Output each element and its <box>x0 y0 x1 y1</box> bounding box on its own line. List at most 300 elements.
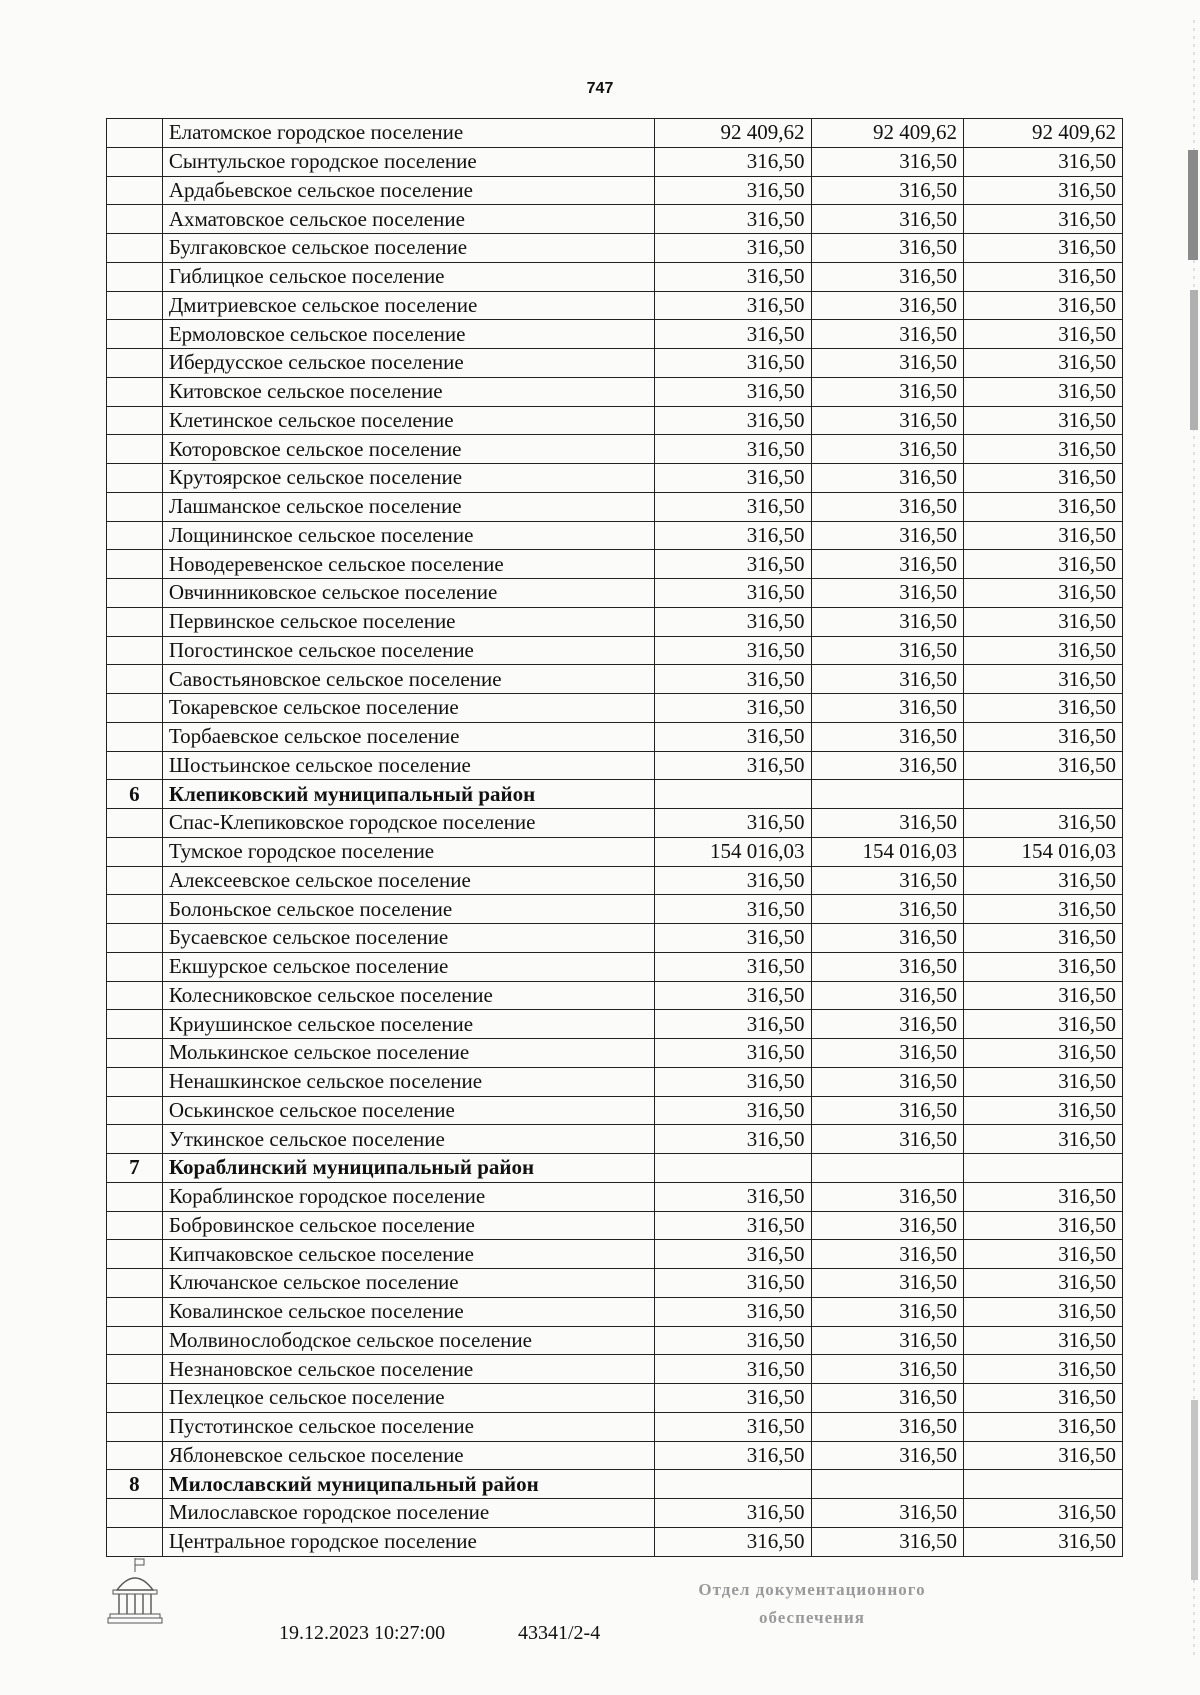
settlement-row <box>107 579 1123 608</box>
value-2026-cell: 316,50 <box>964 1355 1123 1384</box>
value-2026-cell: 316,50 <box>964 636 1123 665</box>
row-number-cell <box>107 837 163 866</box>
settlement-row <box>107 866 1123 895</box>
value-2026-cell: 316,50 <box>964 320 1123 349</box>
row-number-cell <box>107 1211 163 1240</box>
value-2025-cell: 316,50 <box>811 1297 964 1326</box>
row-number-cell <box>107 492 163 521</box>
value-2024-cell: 316,50 <box>654 1211 811 1240</box>
value-2024-cell: 316,50 <box>654 377 811 406</box>
value-2024-cell: 316,50 <box>654 176 811 205</box>
settlement-name-cell: Первинское сельское поселение <box>162 607 654 636</box>
value-2026-cell: 316,50 <box>964 1499 1123 1528</box>
value-2024-cell: 316,50 <box>654 751 811 780</box>
value-2026-cell: 316,50 <box>964 1326 1123 1355</box>
value-2025-cell: 316,50 <box>811 1499 964 1528</box>
value-2024-cell <box>654 780 811 809</box>
row-number-cell <box>107 981 163 1010</box>
value-2026-cell: 316,50 <box>964 262 1123 291</box>
value-2024-cell: 316,50 <box>654 435 811 464</box>
settlement-name-cell: Болоньское сельское поселение <box>162 895 654 924</box>
value-2026-cell: 316,50 <box>964 722 1123 751</box>
row-number-cell: 6 <box>107 780 163 809</box>
value-2025-cell: 316,50 <box>811 607 964 636</box>
settlement-row <box>107 464 1123 493</box>
value-2024-cell: 316,50 <box>654 694 811 723</box>
value-2024-cell: 316,50 <box>654 406 811 435</box>
settlement-row <box>107 550 1123 579</box>
value-2026-cell: 316,50 <box>964 579 1123 608</box>
value-2024-cell: 316,50 <box>654 291 811 320</box>
department-stamp <box>662 1576 962 1632</box>
value-2026-cell: 316,50 <box>964 1412 1123 1441</box>
value-2024-cell: 316,50 <box>654 952 811 981</box>
value-2024-cell: 316,50 <box>654 521 811 550</box>
row-number-cell <box>107 291 163 320</box>
value-2025-cell: 316,50 <box>811 1096 964 1125</box>
value-2026-cell: 316,50 <box>964 205 1123 234</box>
row-number-cell <box>107 349 163 378</box>
value-2025-cell: 316,50 <box>811 1355 964 1384</box>
row-number-cell <box>107 751 163 780</box>
value-2024-cell: 316,50 <box>654 1125 811 1154</box>
settlement-name-cell: Шостьинское сельское поселение <box>162 751 654 780</box>
value-2024-cell: 316,50 <box>654 262 811 291</box>
settlement-row <box>107 406 1123 435</box>
value-2025-cell: 316,50 <box>811 751 964 780</box>
row-number-cell <box>107 1125 163 1154</box>
value-2026-cell <box>964 1470 1123 1499</box>
settlement-name-cell: Тумское городское поселение <box>162 837 654 866</box>
row-number-cell <box>107 694 163 723</box>
value-2025-cell: 316,50 <box>811 952 964 981</box>
settlement-row <box>107 119 1123 148</box>
value-2024-cell: 316,50 <box>654 1010 811 1039</box>
value-2024-cell: 316,50 <box>654 550 811 579</box>
settlement-name-cell: Ключанское сельское поселение <box>162 1269 654 1298</box>
settlement-name-cell: Пустотинское сельское поселение <box>162 1412 654 1441</box>
settlement-name-cell: Ненашкинское сельское поселение <box>162 1067 654 1096</box>
value-2024-cell: 316,50 <box>654 1355 811 1384</box>
value-2025-cell: 316,50 <box>811 377 964 406</box>
settlement-row <box>107 176 1123 205</box>
settlement-name-cell: Торбаевское сельское поселение <box>162 722 654 751</box>
value-2025-cell: 316,50 <box>811 262 964 291</box>
value-2025-cell: 316,50 <box>811 291 964 320</box>
row-number-cell <box>107 809 163 838</box>
settlement-name-cell: Алексеевское сельское поселение <box>162 866 654 895</box>
settlement-row <box>107 952 1123 981</box>
settlement-name-cell: Уткинское сельское поселение <box>162 1125 654 1154</box>
row-number-cell <box>107 895 163 924</box>
budget-table <box>106 118 1123 1557</box>
value-2024-cell <box>654 1470 811 1499</box>
value-2026-cell: 316,50 <box>964 1384 1123 1413</box>
value-2024-cell: 316,50 <box>654 1297 811 1326</box>
settlement-name-cell: Центральное городское поселение <box>162 1527 654 1556</box>
settlement-row <box>107 1125 1123 1154</box>
row-number-cell <box>107 205 163 234</box>
value-2026-cell <box>964 780 1123 809</box>
value-2024-cell: 316,50 <box>654 464 811 493</box>
value-2024-cell: 316,50 <box>654 147 811 176</box>
settlement-row <box>107 1067 1123 1096</box>
district-row <box>107 780 1123 809</box>
settlement-row <box>107 492 1123 521</box>
settlement-name-cell: Ермоловское сельское поселение <box>162 320 654 349</box>
value-2024-cell: 316,50 <box>654 205 811 234</box>
settlement-row <box>107 607 1123 636</box>
settlement-name-cell: Ибердусское сельское поселение <box>162 349 654 378</box>
value-2026-cell: 316,50 <box>964 1527 1123 1556</box>
row-number-cell <box>107 262 163 291</box>
value-2025-cell: 316,50 <box>811 1269 964 1298</box>
value-2025-cell: 316,50 <box>811 1211 964 1240</box>
value-2024-cell: 316,50 <box>654 1441 811 1470</box>
settlement-name-cell: Кипчаковское сельское поселение <box>162 1240 654 1269</box>
settlement-row <box>107 1355 1123 1384</box>
row-number-cell <box>107 665 163 694</box>
value-2025-cell: 316,50 <box>811 636 964 665</box>
table-body <box>107 119 1123 1557</box>
value-2024-cell: 316,50 <box>654 492 811 521</box>
row-number-cell <box>107 521 163 550</box>
settlement-row <box>107 665 1123 694</box>
value-2025-cell <box>811 780 964 809</box>
district-name-cell: Кораблинский муниципальный район <box>162 1154 654 1183</box>
settlement-name-cell: Китовское сельское поселение <box>162 377 654 406</box>
row-number-cell <box>107 1010 163 1039</box>
settlement-name-cell: Незнановское сельское поселение <box>162 1355 654 1384</box>
value-2024-cell: 316,50 <box>654 320 811 349</box>
settlement-row <box>107 1527 1123 1556</box>
value-2025-cell: 316,50 <box>811 1010 964 1039</box>
value-2025-cell: 316,50 <box>811 1326 964 1355</box>
value-2025-cell <box>811 1470 964 1499</box>
settlement-row <box>107 981 1123 1010</box>
settlement-name-cell: Колесниковское сельское поселение <box>162 981 654 1010</box>
value-2025-cell: 316,50 <box>811 665 964 694</box>
settlement-name-cell: Сынтульское городское поселение <box>162 147 654 176</box>
row-number-cell <box>107 1499 163 1528</box>
settlement-row <box>107 205 1123 234</box>
value-2025-cell: 316,50 <box>811 1240 964 1269</box>
settlement-row <box>107 751 1123 780</box>
value-2025-cell: 316,50 <box>811 1412 964 1441</box>
value-2025-cell: 316,50 <box>811 550 964 579</box>
row-number-cell <box>107 1269 163 1298</box>
value-2024-cell <box>654 1154 811 1183</box>
value-2025-cell: 92 409,62 <box>811 119 964 148</box>
settlement-row <box>107 722 1123 751</box>
row-number-cell <box>107 924 163 953</box>
district-name-cell: Милославский муниципальный район <box>162 1470 654 1499</box>
row-number-cell <box>107 579 163 608</box>
value-2024-cell: 316,50 <box>654 579 811 608</box>
settlement-name-cell: Овчинниковское сельское поселение <box>162 579 654 608</box>
value-2025-cell: 316,50 <box>811 176 964 205</box>
value-2025-cell: 316,50 <box>811 1067 964 1096</box>
settlement-name-cell: Дмитриевское сельское поселение <box>162 291 654 320</box>
value-2024-cell: 92 409,62 <box>654 119 811 148</box>
settlement-row <box>107 1240 1123 1269</box>
value-2025-cell: 316,50 <box>811 435 964 464</box>
settlement-name-cell: Елатомское городское поселение <box>162 119 654 148</box>
settlement-name-cell: Савостьяновское сельское поселение <box>162 665 654 694</box>
value-2026-cell: 316,50 <box>964 521 1123 550</box>
value-2024-cell: 316,50 <box>654 1182 811 1211</box>
value-2026-cell: 316,50 <box>964 1240 1123 1269</box>
row-number-cell: 7 <box>107 1154 163 1183</box>
settlement-row <box>107 349 1123 378</box>
value-2026-cell: 316,50 <box>964 1269 1123 1298</box>
settlement-row <box>107 1297 1123 1326</box>
settlement-row <box>107 1499 1123 1528</box>
value-2026-cell: 316,50 <box>964 952 1123 981</box>
value-2024-cell: 316,50 <box>654 981 811 1010</box>
settlement-name-cell: Новодеревенское сельское поселение <box>162 550 654 579</box>
stamp-line-1: Отдел документационного <box>698 1580 926 1599</box>
value-2025-cell: 316,50 <box>811 1039 964 1068</box>
settlement-name-cell: Бобровинское сельское поселение <box>162 1211 654 1240</box>
row-number-cell <box>107 1096 163 1125</box>
value-2025-cell: 316,50 <box>811 406 964 435</box>
value-2026-cell: 316,50 <box>964 550 1123 579</box>
settlement-name-cell: Оськинское сельское поселение <box>162 1096 654 1125</box>
settlement-row <box>107 320 1123 349</box>
value-2024-cell: 316,50 <box>654 234 811 263</box>
value-2025-cell: 316,50 <box>811 1527 964 1556</box>
value-2026-cell: 316,50 <box>964 1297 1123 1326</box>
settlement-row <box>107 1182 1123 1211</box>
settlement-name-cell: Клетинское сельское поселение <box>162 406 654 435</box>
settlement-name-cell: Токаревское сельское поселение <box>162 694 654 723</box>
value-2024-cell: 316,50 <box>654 1499 811 1528</box>
value-2026-cell: 316,50 <box>964 406 1123 435</box>
settlement-row <box>107 694 1123 723</box>
settlement-row <box>107 377 1123 406</box>
value-2025-cell: 316,50 <box>811 521 964 550</box>
value-2024-cell: 316,50 <box>654 1326 811 1355</box>
row-number-cell <box>107 464 163 493</box>
value-2024-cell: 316,50 <box>654 1096 811 1125</box>
footer-registration-number: 43341/2-4 <box>518 1622 601 1644</box>
value-2025-cell: 316,50 <box>811 694 964 723</box>
settlement-name-cell: Лашманское сельское поселение <box>162 492 654 521</box>
settlement-name-cell: Ковалинское сельское поселение <box>162 1297 654 1326</box>
row-number-cell <box>107 1384 163 1413</box>
settlement-row <box>107 924 1123 953</box>
value-2025-cell: 316,50 <box>811 579 964 608</box>
page-number: 747 <box>586 80 614 97</box>
settlement-name-cell: Бусаевское сельское поселение <box>162 924 654 953</box>
value-2024-cell: 316,50 <box>654 1039 811 1068</box>
value-2025-cell: 316,50 <box>811 147 964 176</box>
settlement-row <box>107 435 1123 464</box>
row-number-cell <box>107 636 163 665</box>
value-2026-cell: 316,50 <box>964 895 1123 924</box>
settlement-row <box>107 1039 1123 1068</box>
value-2026-cell: 316,50 <box>964 291 1123 320</box>
value-2026-cell: 316,50 <box>964 1039 1123 1068</box>
value-2026-cell: 316,50 <box>964 464 1123 493</box>
settlement-row <box>107 636 1123 665</box>
settlement-row <box>107 1096 1123 1125</box>
row-number-cell <box>107 320 163 349</box>
value-2026-cell: 316,50 <box>964 981 1123 1010</box>
settlement-name-cell: Ахматовское сельское поселение <box>162 205 654 234</box>
settlement-row <box>107 1269 1123 1298</box>
settlement-row <box>107 521 1123 550</box>
settlement-row <box>107 809 1123 838</box>
settlement-row <box>107 234 1123 263</box>
value-2026-cell <box>964 1154 1123 1183</box>
settlement-name-cell: Пехлецкое сельское поселение <box>162 1384 654 1413</box>
settlement-name-cell: Булгаковское сельское поселение <box>162 234 654 263</box>
value-2024-cell: 316,50 <box>654 866 811 895</box>
value-2024-cell: 316,50 <box>654 607 811 636</box>
value-2026-cell: 316,50 <box>964 665 1123 694</box>
value-2026-cell: 316,50 <box>964 377 1123 406</box>
value-2025-cell: 316,50 <box>811 1182 964 1211</box>
value-2026-cell: 316,50 <box>964 1441 1123 1470</box>
value-2024-cell: 154 016,03 <box>654 837 811 866</box>
row-number-cell <box>107 1039 163 1068</box>
row-number-cell <box>107 866 163 895</box>
value-2026-cell: 316,50 <box>964 1010 1123 1039</box>
settlement-row <box>107 1010 1123 1039</box>
value-2026-cell: 316,50 <box>964 1096 1123 1125</box>
row-number-cell <box>107 1240 163 1269</box>
value-2026-cell: 154 016,03 <box>964 837 1123 866</box>
settlement-row <box>107 895 1123 924</box>
footer-date: 19.12.2023 10:27:00 <box>279 1622 446 1644</box>
value-2025-cell: 316,50 <box>811 722 964 751</box>
value-2024-cell: 316,50 <box>654 665 811 694</box>
value-2024-cell: 316,50 <box>654 1412 811 1441</box>
scan-edge-marks <box>1188 0 1200 1695</box>
row-number-cell <box>107 176 163 205</box>
stamp-line-2: обеспечения <box>759 1608 865 1627</box>
value-2025-cell: 316,50 <box>811 464 964 493</box>
settlement-name-cell: Кораблинское городское поселение <box>162 1182 654 1211</box>
value-2026-cell: 316,50 <box>964 1182 1123 1211</box>
value-2024-cell: 316,50 <box>654 1527 811 1556</box>
value-2025-cell: 316,50 <box>811 1384 964 1413</box>
settlement-name-cell: Погостинское сельское поселение <box>162 636 654 665</box>
row-number-cell <box>107 550 163 579</box>
value-2026-cell: 316,50 <box>964 176 1123 205</box>
value-2025-cell: 316,50 <box>811 981 964 1010</box>
district-row <box>107 1470 1123 1499</box>
value-2026-cell: 316,50 <box>964 234 1123 263</box>
row-number-cell <box>107 406 163 435</box>
value-2026-cell: 316,50 <box>964 492 1123 521</box>
settlement-name-cell: Которовское сельское поселение <box>162 435 654 464</box>
row-number-cell <box>107 1067 163 1096</box>
settlement-name-cell: Криушинское сельское поселение <box>162 1010 654 1039</box>
value-2025-cell: 316,50 <box>811 895 964 924</box>
value-2024-cell: 316,50 <box>654 636 811 665</box>
row-number-cell <box>107 234 163 263</box>
settlement-row <box>107 262 1123 291</box>
value-2024-cell: 316,50 <box>654 1384 811 1413</box>
row-number-cell <box>107 147 163 176</box>
row-number-cell <box>107 119 163 148</box>
settlement-row <box>107 1326 1123 1355</box>
row-number-cell: 8 <box>107 1470 163 1499</box>
value-2024-cell: 316,50 <box>654 349 811 378</box>
value-2024-cell: 316,50 <box>654 1240 811 1269</box>
settlement-name-cell: Яблоневское сельское поселение <box>162 1441 654 1470</box>
value-2025-cell: 316,50 <box>811 234 964 263</box>
value-2025-cell: 316,50 <box>811 866 964 895</box>
value-2026-cell: 92 409,62 <box>964 119 1123 148</box>
value-2025-cell: 316,50 <box>811 349 964 378</box>
value-2026-cell: 316,50 <box>964 924 1123 953</box>
value-2025-cell: 316,50 <box>811 924 964 953</box>
value-2025-cell: 316,50 <box>811 1441 964 1470</box>
settlement-name-cell: Милославское городское поселение <box>162 1499 654 1528</box>
value-2026-cell: 316,50 <box>964 147 1123 176</box>
row-number-cell <box>107 377 163 406</box>
settlement-name-cell: Молькинское сельское поселение <box>162 1039 654 1068</box>
settlement-name-cell: Гиблицкое сельское поселение <box>162 262 654 291</box>
value-2024-cell: 316,50 <box>654 895 811 924</box>
row-number-cell <box>107 1441 163 1470</box>
value-2026-cell: 316,50 <box>964 866 1123 895</box>
value-2025-cell: 316,50 <box>811 320 964 349</box>
value-2024-cell: 316,50 <box>654 924 811 953</box>
settlement-name-cell: Молвинослободское сельское поселение <box>162 1326 654 1355</box>
value-2024-cell: 316,50 <box>654 722 811 751</box>
settlement-name-cell: Екшурское сельское поселение <box>162 952 654 981</box>
settlement-row <box>107 837 1123 866</box>
row-number-cell <box>107 1182 163 1211</box>
settlement-row <box>107 1412 1123 1441</box>
value-2024-cell: 316,50 <box>654 1067 811 1096</box>
row-number-cell <box>107 1326 163 1355</box>
row-number-cell <box>107 722 163 751</box>
value-2026-cell: 316,50 <box>964 435 1123 464</box>
value-2026-cell: 316,50 <box>964 1125 1123 1154</box>
row-number-cell <box>107 1355 163 1384</box>
settlement-row <box>107 1441 1123 1470</box>
settlement-row <box>107 291 1123 320</box>
value-2026-cell: 316,50 <box>964 809 1123 838</box>
value-2024-cell: 316,50 <box>654 1269 811 1298</box>
value-2024-cell: 316,50 <box>654 809 811 838</box>
settlement-row <box>107 147 1123 176</box>
duma-building-logo-icon <box>107 1556 163 1626</box>
value-2026-cell: 316,50 <box>964 607 1123 636</box>
settlement-name-cell: Ардабьевское сельское поселение <box>162 176 654 205</box>
settlement-name-cell: Спас-Клепиковское городское поселение <box>162 809 654 838</box>
row-number-cell <box>107 607 163 636</box>
settlement-name-cell: Лощининское сельское поселение <box>162 521 654 550</box>
settlement-row <box>107 1384 1123 1413</box>
settlement-name-cell: Крутоярское сельское поселение <box>162 464 654 493</box>
row-number-cell <box>107 1297 163 1326</box>
value-2025-cell: 154 016,03 <box>811 837 964 866</box>
value-2026-cell: 316,50 <box>964 694 1123 723</box>
value-2025-cell: 316,50 <box>811 809 964 838</box>
value-2025-cell: 316,50 <box>811 1125 964 1154</box>
district-row <box>107 1154 1123 1183</box>
value-2025-cell: 316,50 <box>811 492 964 521</box>
value-2026-cell: 316,50 <box>964 1067 1123 1096</box>
value-2025-cell <box>811 1154 964 1183</box>
